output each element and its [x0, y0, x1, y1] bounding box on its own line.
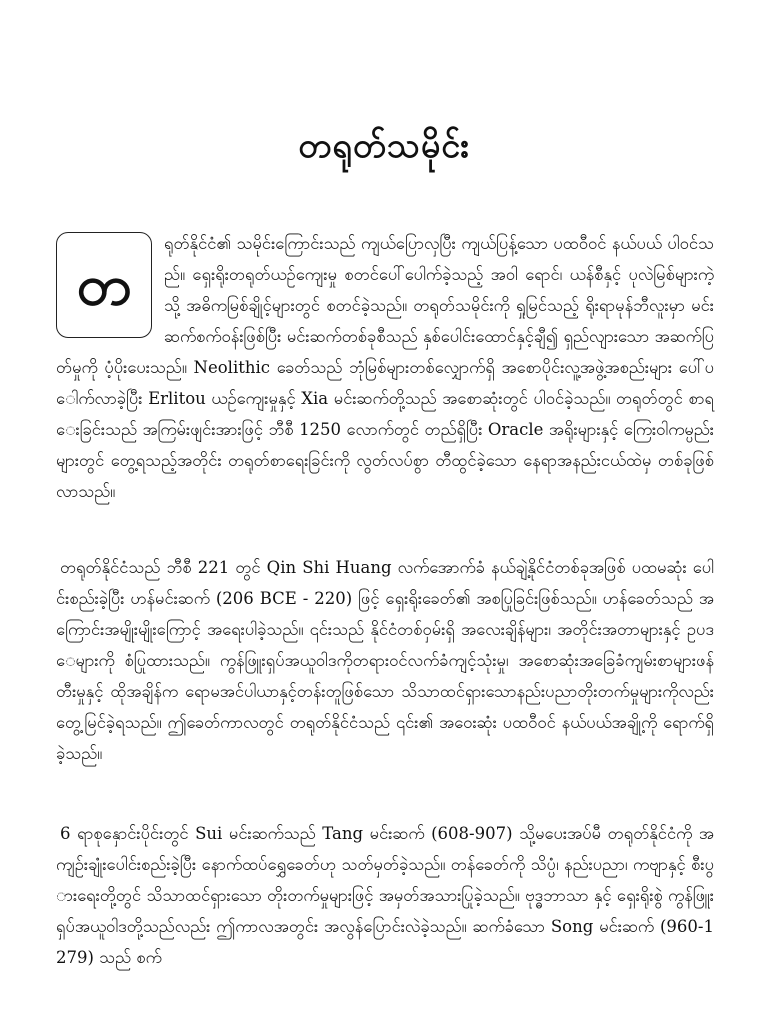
drop-cap-letter: တ — [56, 232, 152, 338]
page-title: တရုတ်သမိုင်း — [298, 125, 470, 166]
section-sui-tang — [56, 818, 714, 973]
paragraph-2: တရုတ်နိုင်ငံသည် ဘီစီ 221 တွင် Qin Shi Huang လက်အောက်ခံ နယ်ချဲ့နိုင်ငံတစ်ခုအဖြစ် ပထမဆုံး ပေါင်းစည်းခဲ့ပြီး ဟန်မင်းဆက် (206 BCE - 220) ဖြင့် ရှေးရိုးခေတ်၏ အစပြုခြင်းဖြစ်သည်။ ဟန်ခေတ်သည် အကြောင်းအမျိုးမျိုးကြောင့် အရေးပါခဲ့သည်။ ၎င်းသည် နိုင်ငံတစ်ဝှမ်းရှိ အလေးချိန်များ၊ အတိုင်းအတာများနှင့် ဥပဒေများကို စံပြုထားသည်။ ကွန်ဖြူးရှပ်အယူဝါဒကိုတရားဝင်လက်ခံကျင့်သုံးမှု၊ အစောဆုံးအခြေခံကျမ်းစာများဖန်တီးမှုနှင့် ထိုအချိန်က ရောမအင်ပါယာနှင့်တန်းတူဖြစ်သော သိသာထင်ရှားသောနည်းပညာတိုးတက်မှုများကိုလည်း တွေ့မြင်ခဲ့ရသည်။ ဤခေတ်ကာလတွင် တရုတ်နိုင်ငံသည် ၎င်း၏ အဝေးဆုံး ပထဝီဝင် နယ်ပယ်အချို့ကို ရောက်ရှိခဲ့သည်။ — [56, 558, 714, 763]
paragraph-1: ရုတ်နိုင်ငံ၏ သမိုင်းကြောင်းသည် ကျယ်ပြောလှပြီး ကျယ်ပြန့်သော ပထဝီဝင် နယ်ပယ် ပါဝင်သည်။ ရှေးရိုးတရုတ်ယဉ်ကျေးမှု စတင်ပေါ်ပေါက်ခဲ့သည့် အဝါ ရောင်၊ ယန်စီနှင့် ပုလဲမြစ်များကဲ့သို့ အဓိကမြစ်ချိုင့်များတွင် စတင်ခဲ့သည်။ တရုတ်သမိုင်းကို ရှုမြင်သည့် ရိုးရာမုန်ဘီလူးမှာ မင်းဆက်စက်ဝန်းဖြစ်ပြီး မင်းဆက်တစ်ခုစီသည် နှစ်ပေါင်းထောင်နှင့်ချီ၍ ရှည်လျားသော အဆက်ပြတ်မှုကို ပံ့ပိုးပေးသည်။ Neolithic ခေတ်သည် ဘုံမြစ်များတစ်လျှောက်ရှိ အစောပိုင်းလူ့အဖွဲ့အစည်းများ ပေါ်ပေါက်လာခဲ့ပြီး Erlitou ယဉ်ကျေးမှုနှင့် Xia မင်းဆက်တို့သည် အစောဆုံးတွင် ပါဝင်ခဲ့သည်။ တရုတ်တွင် စာရေးခြင်းသည် အကြမ်းဖျင်းအားဖြင့် ဘီစီ 1250 လောက်တွင် တည်ရှိပြီး Oracle အရိုးများနှင့် ကြေးဝါကမ္ပည်းများတွင် တွေ့ရသည့်အတိုင်း တရုတ်စာရေးခြင်းကို လွတ်လပ်စွာ တီထွင်ခဲ့သော နေရာအနည်းငယ်ထဲမှ တစ်ခုဖြစ်လာသည်။ — [56, 234, 714, 501]
section-intro — [56, 228, 714, 507]
paragraph-3: 6 ရာစုနှောင်းပိုင်းတွင် Sui မင်းဆက်သည် Tang မင်းဆက် (608-907) သို့မပေးအပ်မီ တရုတ်နိုင်ငံကို အကျဉ်းချုံးပေါင်းစည်းခဲ့ပြီး နောက်ထပ်ရွှေခေတ်ဟု သတ်မှတ်ခဲ့သည်။ တန်ခေတ်ကို သိပ္ပံ၊ နည်းပညာ၊ ကဗျာနှင့် စီးပွားရေးတို့တွင် သိသာထင်ရှားသော တိုးတက်မှုများဖြင့် အမှတ်အသားပြုခဲ့သည်။ ဗုဒ္ဓဘာသာ နှင့် ရှေးရိုးစွဲ ကွန်ဖြူးရှပ်အယူဝါဒတို့သည်လည်း ဤကာလအတွင်း အလွန်ပြောင်းလဲခဲ့သည်။ ဆက်ခံသော Song မင်းဆက် (960-1279) သည် စက် — [56, 824, 714, 967]
section-han — [56, 552, 714, 769]
